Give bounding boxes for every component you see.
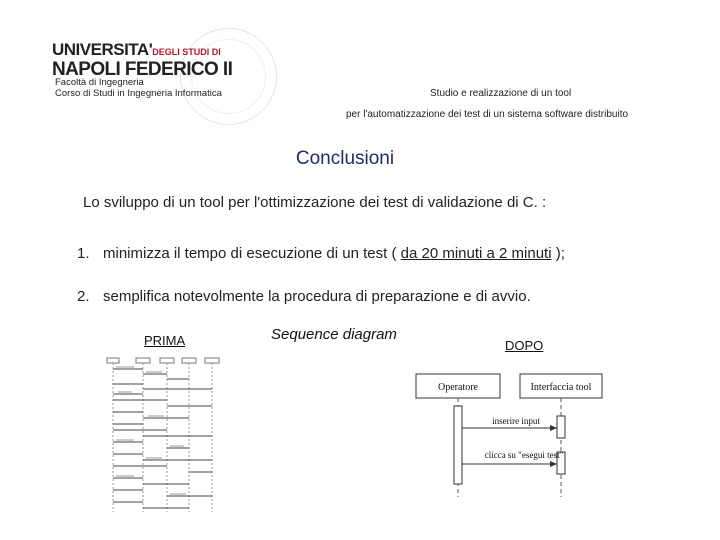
list-item-text: semplifica notevolmente la procedura di preparazione e di avvio. <box>103 288 531 305</box>
sequence-diagram-label: Sequence diagram <box>271 326 397 343</box>
course-name: Corso di Studi in Ingegneria Informatica <box>55 88 222 99</box>
message-label: inserire input <box>492 416 540 426</box>
thesis-title-line2: per l'automatizzazione dei test di un sistema software distribuito <box>346 109 629 120</box>
logo-line1: UNIVERSITA'DEGLI STUDI DI <box>52 40 221 59</box>
list-item-number: 1. <box>77 245 90 262</box>
logo-line2: NAPOLI FEDERICO II <box>52 59 233 80</box>
intro-text: Lo sviluppo di un tool per l'ottimizzazione dei test di validazione di C. : <box>83 194 547 211</box>
list-item <box>77 288 531 305</box>
list-item-text-end: ); <box>551 245 565 262</box>
actor-interfaccia-label: Interfaccia tool <box>530 382 592 393</box>
dopo-label: DOPO <box>505 338 544 353</box>
dopo-sequence-diagram <box>414 372 604 497</box>
list-item-text: minimizza il tempo di esecuzione di un test ( <box>103 245 401 262</box>
message-label: clicca su "esegui test" <box>484 450 564 460</box>
faculty-name: Facoltà di Ingegneria <box>55 77 144 88</box>
thesis-title-line1: Studio e realizzazione di un tool <box>430 88 572 99</box>
actor-operatore-label: Operatore <box>438 382 478 393</box>
faculty-info <box>55 77 222 99</box>
logo-line1-small: DEGLI STUDI DI <box>152 47 221 57</box>
list-item <box>77 245 565 262</box>
prima-sequence-diagram <box>104 356 234 512</box>
slide-title: Conclusioni <box>295 148 395 169</box>
prima-label: PRIMA <box>144 333 186 348</box>
list-item-highlight: da 20 minuti a 2 minuti <box>400 245 552 262</box>
list-item-number: 2. <box>77 288 90 305</box>
